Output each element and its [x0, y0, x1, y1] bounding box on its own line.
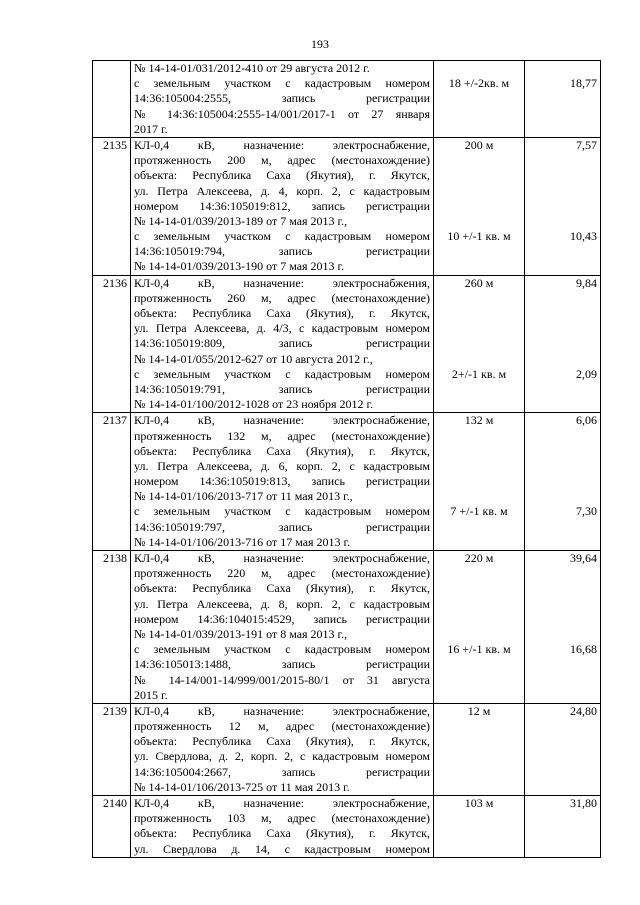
table-row [93, 413, 601, 551]
object-description [131, 61, 434, 138]
description-line: 14:36:105019:797, запись регистрации [134, 519, 430, 534]
description-line: КЛ-0,4 кВ, назначение: электроснабжение, [134, 796, 430, 810]
description-line: ул. Свердлова д. 14, с кадастровым номером [134, 841, 430, 856]
value-value: 18,77 [570, 76, 597, 91]
description-line: с земельным участком с кадастровым номером [134, 229, 430, 244]
object-description [131, 551, 434, 704]
extent-value: 2+/-1 кв. м [451, 366, 507, 381]
description-line: объекта: Республика Саха (Якутия), г. Якутск, [134, 168, 430, 183]
object-description [131, 137, 434, 275]
description-line: протяженность 132 м, адрес (местонахождение) [134, 428, 430, 443]
extent [434, 61, 525, 138]
row-number [93, 61, 131, 138]
description-line: ул. Петра Алексеева, д. 8, корп. 2, с кадастровым [134, 596, 430, 611]
description-line: ул. Петра Алексеева, д. 4, корп. 2, с кадастровым [134, 183, 430, 198]
description-line: КЛ-0,4 кВ, назначение: электроснабжения, [134, 275, 430, 290]
description-line: 14:36:105019:791, запись регистрации [134, 381, 430, 396]
description-line: объекта: Республика Саха (Якутия), г. Якутск, [134, 734, 430, 749]
value [525, 413, 601, 551]
table-row [93, 137, 601, 275]
object-description [131, 413, 434, 551]
object-description [131, 796, 434, 858]
description-line: протяженность 103 м, адрес (местонахождение) [134, 811, 430, 826]
extent-value: 7 +/-1 кв. м [450, 504, 508, 519]
table-row [93, 796, 601, 858]
row-number: 2140 [93, 796, 131, 858]
registry-table [92, 60, 601, 858]
value-value: 16,68 [570, 642, 597, 657]
value [525, 61, 601, 138]
description-line: с земельным участком с кадастровым номером [134, 504, 430, 519]
value [525, 703, 601, 795]
description-line: объекта: Республика Саха (Якутия), г. Якутск, [134, 826, 430, 841]
value-value: 6,06 [576, 413, 597, 428]
description-line: 2017 г. [134, 121, 168, 136]
description-line: № 14-14-01/039/2013-190 от 7 мая 2013 г. [134, 259, 345, 274]
description-line: ул. Петра Алексеева, д. 4/3, с кадастровым номером [134, 321, 430, 336]
description-line: с земельным участком с кадастровым номером [134, 642, 430, 657]
description-line: № 14-14-01/039/2013-189 от 7 мая 2013 г., [134, 213, 348, 228]
description-line: 14:36:105004:2667, запись регистрации [134, 764, 430, 779]
extent-value: 220 м [464, 551, 494, 565]
registry-table-body [93, 61, 601, 858]
extent [434, 137, 525, 275]
value-value: 7,30 [576, 504, 597, 519]
description-line: № 14-14-01/106/2013-717 от 11 мая 2013 г., [134, 489, 353, 504]
description-line: номером 14:36:105019:813, запись регистрации [134, 474, 430, 489]
value [525, 275, 601, 413]
description-line: КЛ-0,4 кВ, назначение: электроснабжение, [134, 551, 430, 565]
description-line: № 14-14-01/106/2013-725 от 11 мая 2013 г. [134, 779, 350, 794]
extent-value: 200 м [464, 137, 494, 152]
description-line: протяженность 200 м, адрес (местонахождение) [134, 153, 430, 168]
extent-value: 260 м [464, 275, 494, 290]
description-line: протяженность 260 м, адрес (местонахождение) [134, 290, 430, 305]
value [525, 551, 601, 704]
description-line: 14:36:105019:794, запись регистрации [134, 244, 430, 259]
description-line: 14:36:105019:809, запись регистрации [134, 336, 430, 351]
description-line: ул. Петра Алексеева, д. 6, корп. 2, с кадастровым [134, 458, 430, 473]
extent [434, 703, 525, 795]
row-number: 2136 [93, 275, 131, 413]
object-description [131, 275, 434, 413]
description-line: 14:36:105004:2555, запись регистрации [134, 91, 430, 106]
extent [434, 551, 525, 704]
row-number: 2135 [93, 137, 131, 275]
extent [434, 796, 525, 858]
description-line: объекта: Республика Саха (Якутия), г. Якутск, [134, 306, 430, 320]
description-line: № 14-14-01/031/2012-410 от 29 августа 2012 г. [134, 61, 370, 75]
description-line: № 14-14/001-14/999/001/2015-80/1 от 31 августа [134, 672, 430, 687]
extent-value: 132 м [464, 413, 494, 428]
value-value: 9,84 [576, 275, 597, 290]
extent [434, 275, 525, 413]
extent-value: 10 +/-1 кв. м [447, 229, 511, 244]
extent [434, 413, 525, 551]
description-line: объекта: Республика Саха (Якутия), г. Якутск, [134, 581, 430, 596]
row-number: 2139 [93, 703, 131, 795]
table-row [93, 551, 601, 704]
extent-value: 12 м [467, 703, 491, 718]
table-row [93, 61, 601, 138]
value-value: 2,09 [576, 366, 597, 381]
value-value: 31,80 [570, 796, 597, 810]
extent-value: 16 +/-1 кв. м [447, 642, 511, 657]
description-line: с земельным участком с кадастровым номером [134, 366, 430, 381]
description-line: № 14-14-01/100/2012-1028 от 23 ноября 2012 г. [134, 397, 374, 412]
description-line: протяженность 220 м, адрес (местонахождение) [134, 566, 430, 581]
description-line: № 14-14-01/055/2012-627 от 10 августа 2012 г., [134, 351, 373, 366]
value-value: 24,80 [570, 703, 597, 718]
description-line: с земельным участком с кадастровым номером [134, 76, 430, 91]
description-line: номером 14:36:104015:4529, запись регистрации [134, 611, 430, 626]
description-line: КЛ-0,4 кВ, назначение: электроснабжение, [134, 413, 430, 428]
row-number: 2138 [93, 551, 131, 704]
description-line: объекта: Республика Саха (Якутия), г. Якутск, [134, 443, 430, 458]
description-line: 2015 г. [134, 687, 168, 702]
description-line: № 14-14-01/106/2013-716 от 17 мая 2013 г. [134, 534, 351, 549]
value [525, 137, 601, 275]
row-number: 2137 [93, 413, 131, 551]
page-number: 193 [311, 37, 329, 51]
table-row [93, 275, 601, 413]
description-line: № 14:36:105004:2555-14/001/2017-1 от 27 января [134, 106, 430, 121]
description-line: ул. Свердлова, д. 2, корп. 2, с кадастровым номером [134, 749, 430, 764]
value-value: 39,64 [570, 551, 597, 565]
description-line: 14:36:105013:1488, запись регистрации [134, 657, 430, 672]
value-value: 7,57 [576, 137, 597, 152]
description-line: КЛ-0,4 кВ, назначение: электроснабжение, [134, 703, 430, 718]
description-line: КЛ-0,4 кВ, назначение: электроснабжение, [134, 137, 430, 152]
description-line: № 14-14-01/039/2013-191 от 8 мая 2013 г., [134, 626, 348, 641]
description-line: номером 14:36:105019:812, запись регистрации [134, 198, 430, 213]
object-description [131, 703, 434, 795]
description-line: протяженность 12 м, адрес (местонахождение) [134, 719, 430, 734]
value-value: 10,43 [570, 229, 597, 244]
extent-value: 18 +/-2кв. м [448, 76, 510, 91]
table-row [93, 703, 601, 795]
value [525, 796, 601, 858]
extent-value: 103 м [464, 796, 494, 810]
